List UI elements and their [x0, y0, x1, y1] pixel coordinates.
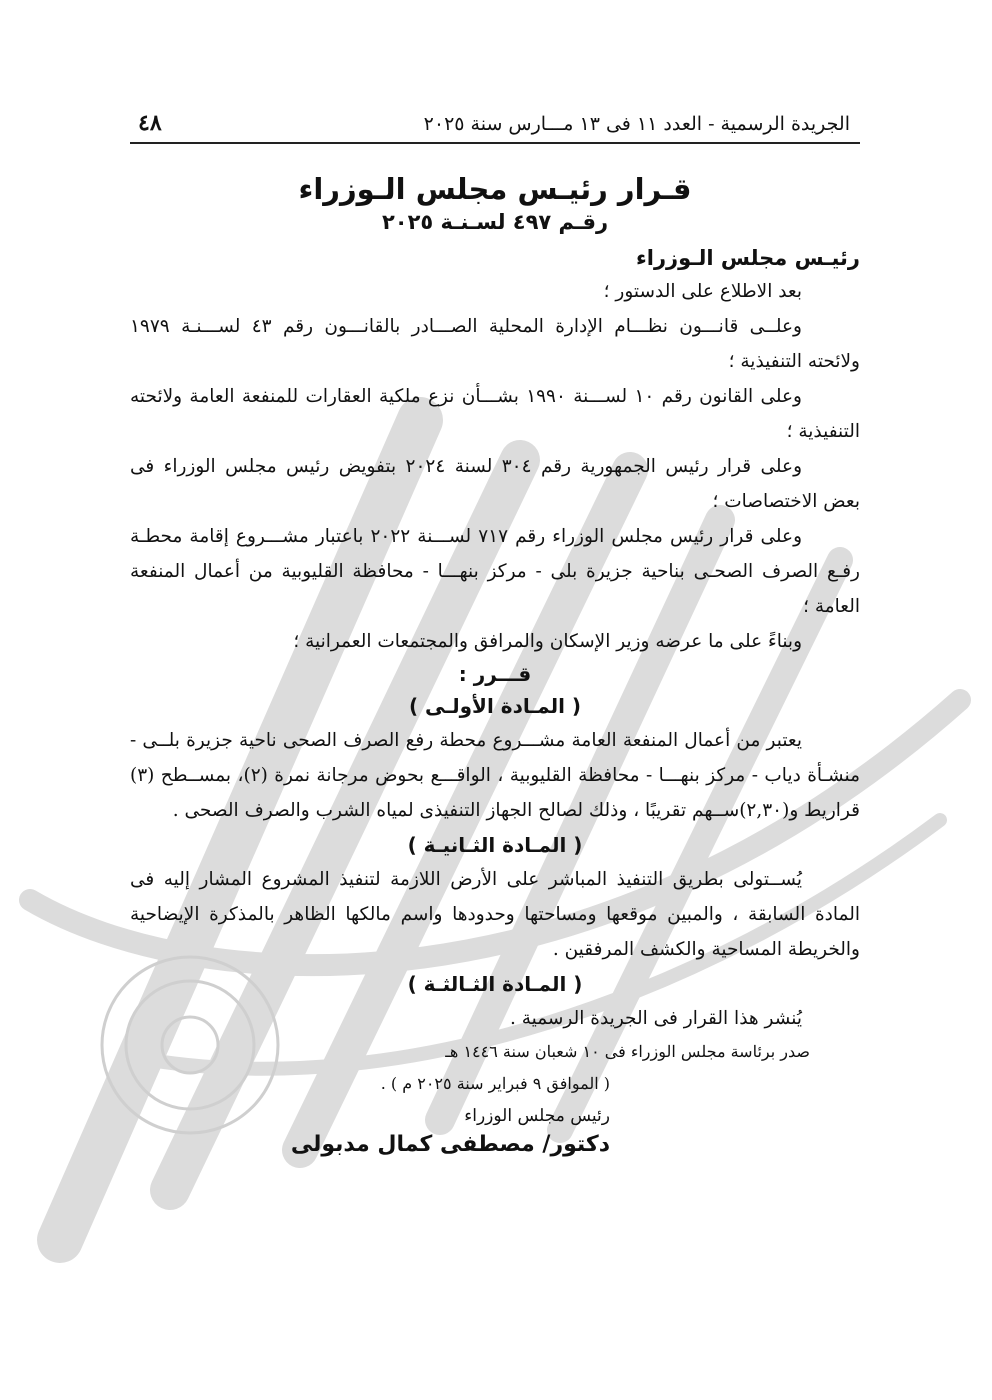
signature-name: دكتور/ مصطفى كمال مدبولى	[290, 1132, 610, 1157]
article-text: يعتبر من أعمال المنفعة العامة مشـــروع محطة رفع الصرف الصحى ناحية جزيرة بلــى - منشـأة دياب - مركز بنهـــا - محافظة القليوبية ، الواقـــع بحوض مرجانة نمرة (٢)، بمســطح (٣) قراريط و(٢,٣٠)ســهم تقريبًا ، وذلك لصالح الجهاز التنفيذى لمياه الشرب والصرف الصحى .	[130, 730, 860, 821]
preamble-clause: بعد الاطلاع على الدستور ؛	[603, 281, 802, 302]
articles	[130, 689, 860, 1036]
article-text: يُنشر هذا القرار فى الجريدة الرسمية .	[509, 1008, 802, 1029]
preamble-clause: وعلى قرار رئيس مجلس الوزراء رقم ٧١٧ لســـنة ٢٠٢٢ باعتبار مشـــروع إقامة محطـة رفـع الصرف الصحـى بناحية جزيرة بلى - مركز بنهـــا - محافظة القليوبية من أعمال المنفعة العامة ؛	[130, 526, 860, 617]
preamble-clause: وبناءً على ما عرضه وزير الإسكان والمرافق والمجتمعات العمرانية ؛	[293, 631, 802, 652]
issue-date-block	[130, 1036, 860, 1100]
issue-date-hijri: صدر برئاسة مجلس الوزراء فى ١٠ شعبان سنة ١٤٤٦ هـ	[445, 1042, 810, 1061]
page-header	[130, 110, 860, 144]
signature-role: رئيس مجلس الوزراء	[464, 1106, 610, 1126]
publication-line: الجريدة الرسمية - العدد ١١ فى ١٣ مـــارس سنة ٢٠٢٥	[423, 113, 850, 135]
decree-title: قـرار رئيـس مجلس الـوزراء	[298, 172, 692, 206]
article-heading: ( المـادة الثـانيـة )	[407, 833, 583, 857]
article-heading: ( المـادة الثـالثـة )	[407, 972, 583, 996]
decided-label: قـــرر :	[458, 662, 532, 686]
preamble-clause: وعلــى قانـــون نظـــام الإدارة المحلية الصـــادر بالقانـــون رقم ٤٣ لســـنـة ١٩٧٩ ولائحته التنفيذية ؛	[130, 316, 860, 372]
issue-date-gregorian: ( الموافق ٩ فبراير سنة ٢٠٢٥ م ) .	[380, 1074, 610, 1093]
gazette-page	[130, 110, 860, 1157]
article-text: يُســتولى بطريق التنفيذ المباشر على الأرض اللازمة لتنفيذ المشروع المشار إليه فى المادة السابقة ، والمبين موقعها ومساحتها وحدودها واسم مالكها الظاهر بالمذكرة الإيضاحية والخريطة المساحية والكشف المرفقين .	[130, 869, 860, 960]
preamble	[130, 274, 860, 659]
issuer-heading: رئيـس مجلس الـوزراء	[636, 246, 860, 270]
preamble-clause: وعلى قرار رئيس الجمهورية رقم ٣٠٤ لسنة ٢٠٢٤ بتفويض رئيس مجلس الوزراء فى بعض الاختصاصات ؛	[130, 456, 860, 512]
article-heading: ( المـادة الأولـى )	[408, 694, 582, 718]
preamble-clause: وعلى القانون رقم ١٠ لســـنة ١٩٩٠ بشـــأن نزع ملكية العقارات للمنفعة العامة ولائحته التنفيذية ؛	[130, 386, 860, 442]
decree-number: رقـم ٤٩٧ لسـنـة ٢٠٢٥	[381, 210, 609, 234]
page-number: ٤٨	[138, 110, 162, 136]
